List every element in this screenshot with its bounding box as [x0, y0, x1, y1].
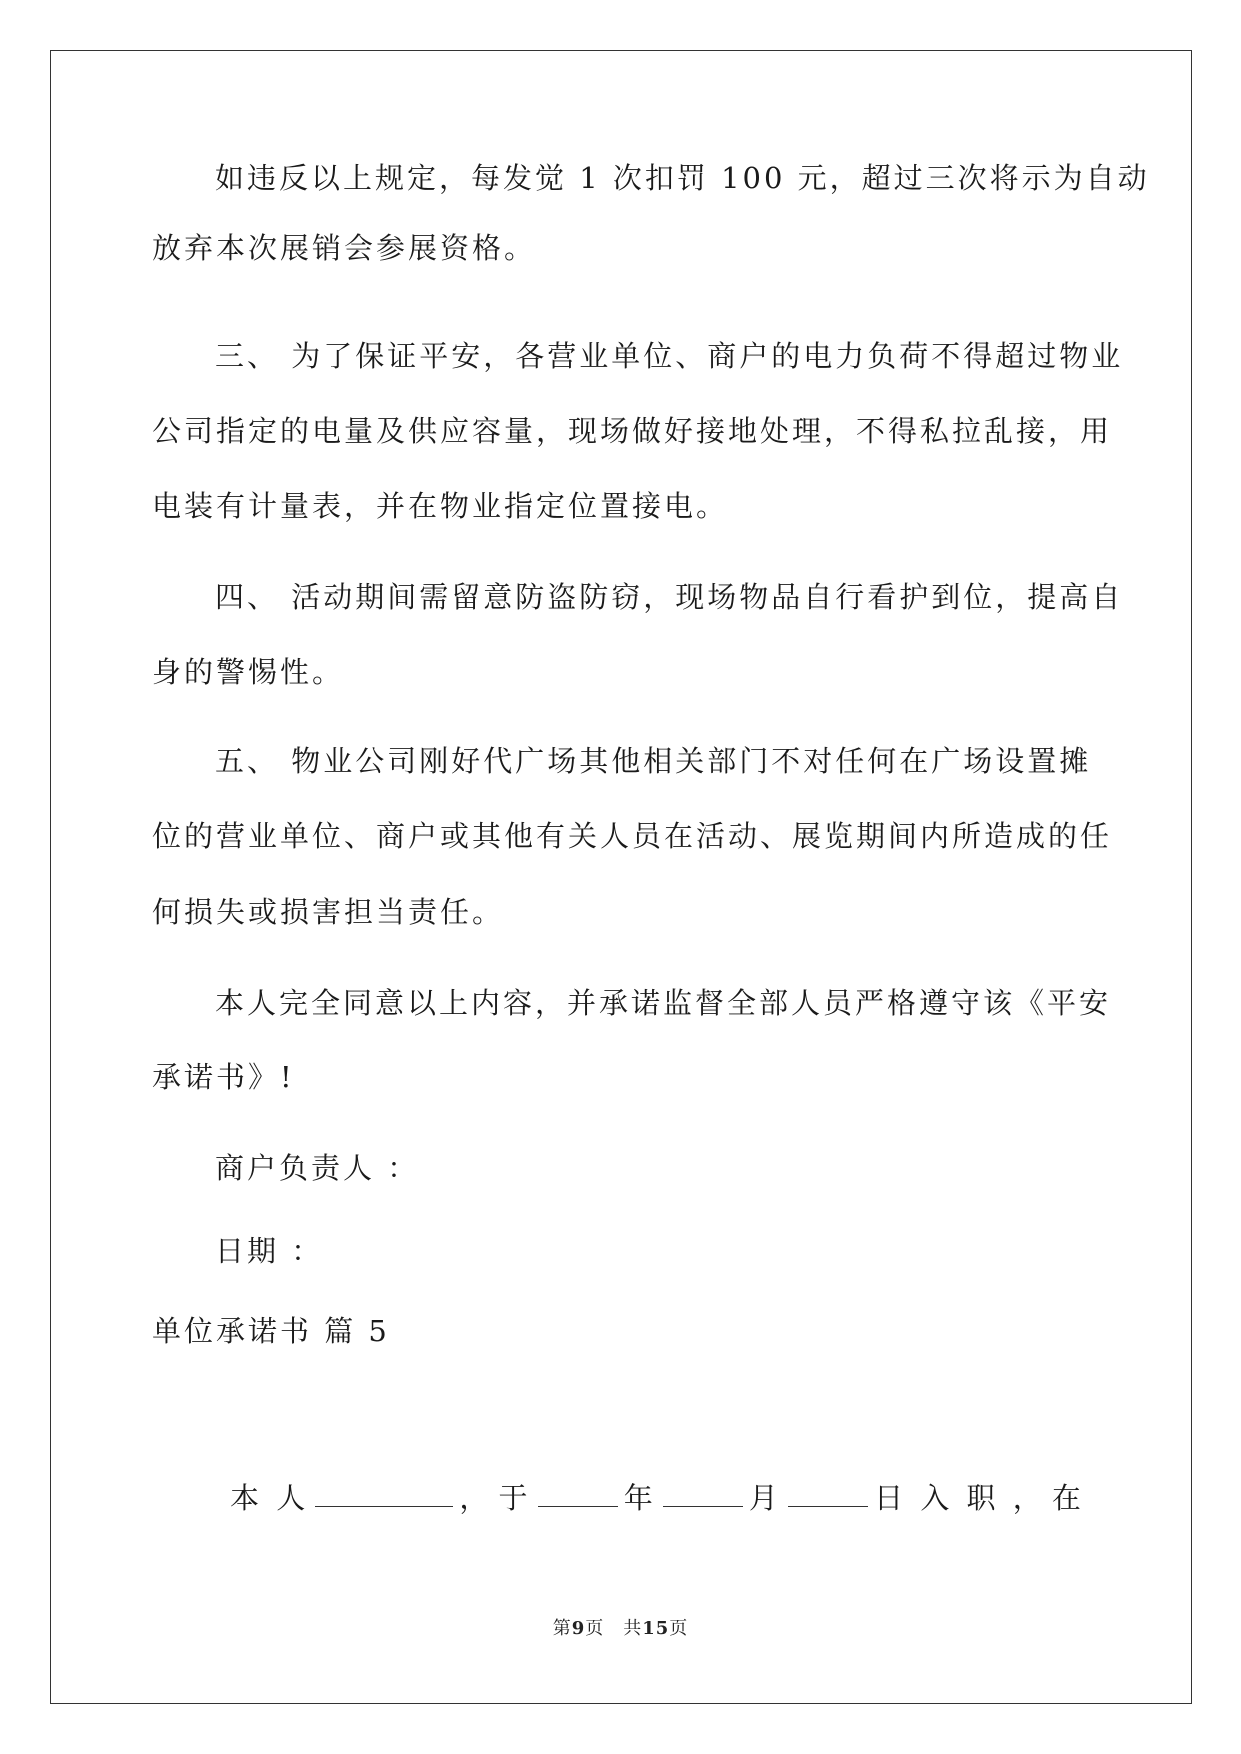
signature-label: 商户负责人 ： [215, 1151, 420, 1185]
section-heading: 单位承诺书 篇 5 [152, 1314, 390, 1348]
date-label: 日期 ： [215, 1234, 324, 1268]
paragraph-line-10: 何损失或损害担当责任。 [152, 895, 505, 929]
footer-suffix: 页 [669, 1618, 689, 1639]
paragraph-line-8: 五、 物业公司刚好代广场其他相关部门不对任何在广场设置摊 [215, 744, 1092, 778]
paragraph-line-5: 电装有计量表，并在物业指定位置接电。 [152, 489, 729, 523]
day-blank[interactable] [788, 1478, 868, 1507]
name-blank[interactable] [315, 1478, 453, 1507]
year-blank[interactable] [538, 1478, 618, 1507]
form-line [230, 1478, 1085, 1518]
paragraph-line-11: 本人完全同意以上内容，并承诺监督全部人员严格遵守该《平安 [215, 986, 1112, 1020]
footer-mid: 页 共 [585, 1618, 643, 1639]
form-text-6: 日 入 职 ， [874, 1481, 1046, 1515]
form-text-4: 年 [623, 1481, 657, 1515]
footer-prefix: 第 [552, 1618, 572, 1639]
current-page-number: 9 [571, 1618, 586, 1639]
paragraph-line-2: 放弃本次展销会参展资格。 [152, 231, 537, 265]
page-border [50, 50, 1192, 1704]
paragraph-line-9: 位的营业单位、商户或其他有关人员在活动、展览期间内所造成的任 [152, 819, 1113, 853]
paragraph-line-4: 公司指定的电量及供应容量，现场做好接地处理，不得私拉乱接，用 [152, 414, 1113, 448]
paragraph-line-6: 四、 活动期间需留意防盗防窃，现场物品自行看护到位，提高自 [215, 580, 1124, 614]
paragraph-line-12: 承诺书》! [152, 1060, 295, 1094]
paragraph-line-7: 身的警惕性。 [152, 655, 345, 689]
page-footer [0, 1614, 1241, 1640]
form-text-3: 于 [498, 1481, 532, 1515]
paragraph-line-3: 三、 为了保证平安，各营业单位、商户的电力负荷不得超过物业 [215, 339, 1124, 373]
form-text-7: 在 [1051, 1481, 1085, 1515]
paragraph-line-1: 如违反以上规定，每发觉 1 次扣罚 100 元，超过三次将示为自动 [215, 161, 1150, 195]
form-text-1: 本 人 [230, 1481, 310, 1515]
total-pages-number: 15 [642, 1618, 670, 1639]
form-text-2: ， [459, 1481, 493, 1515]
month-blank[interactable] [663, 1478, 743, 1507]
form-text-5: 月 [748, 1481, 782, 1515]
